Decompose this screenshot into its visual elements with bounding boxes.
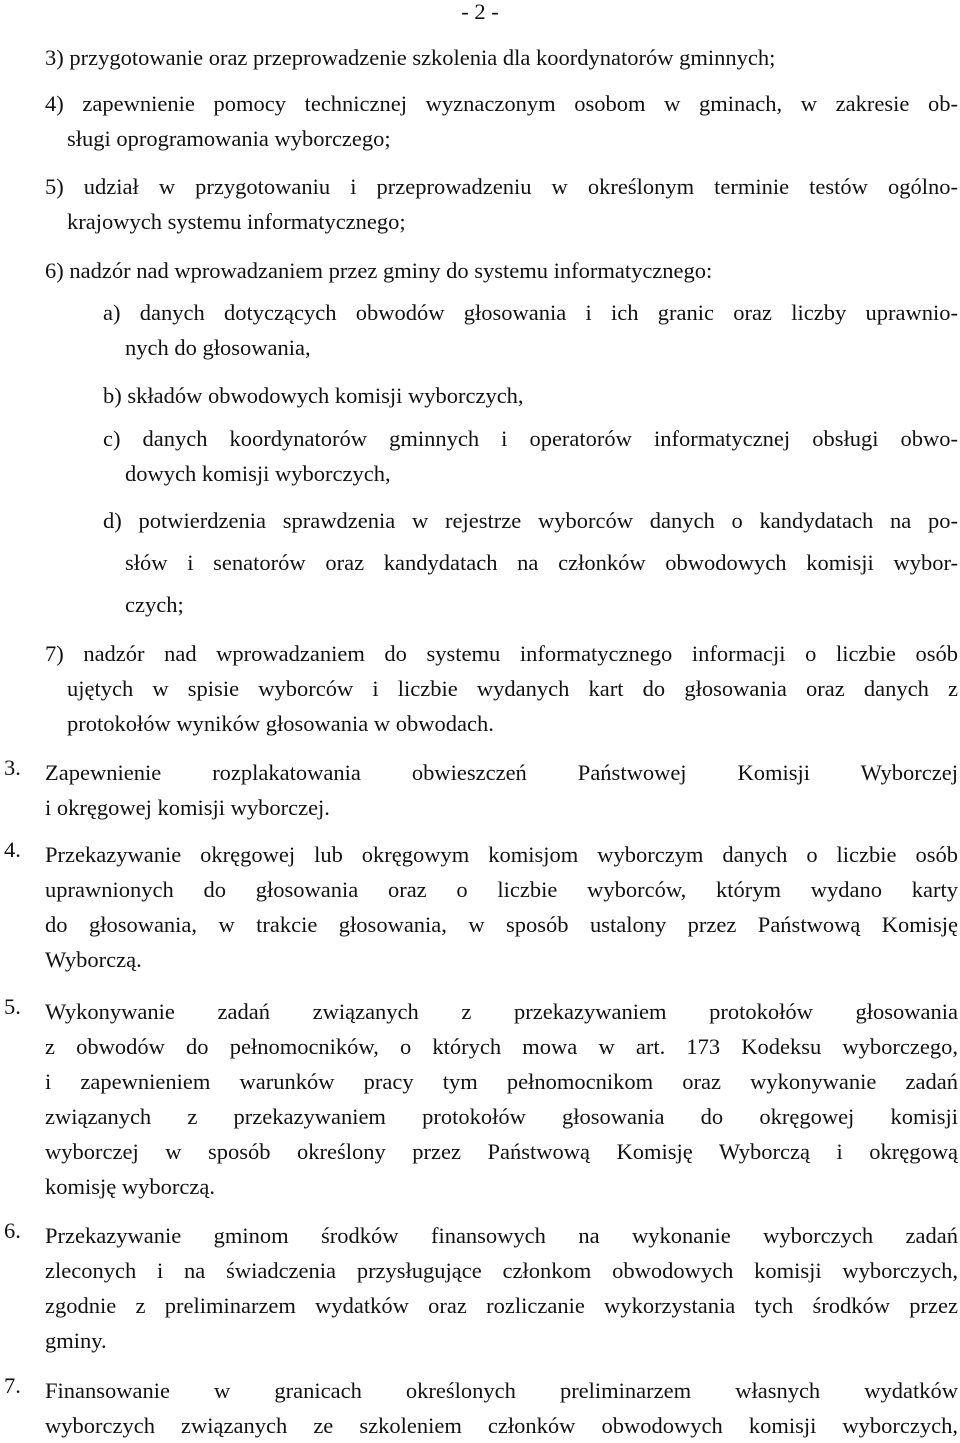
text-line: 5) udział w przygotowaniu i przeprowadzeniu w określonym terminie testów ogólno- [45,174,958,199]
text-line: zleconych i na świadczenia przysługujące członkom obwodowych komisji wyborczych, [45,1258,958,1283]
section-number: 5. [4,994,21,1019]
text-line: protokołów wyników głosowania w obwodach. [67,711,494,736]
text-line: 6) nadzór nad wprowadzaniem przez gminy do systemu informatycznego: [45,258,713,283]
text-line: i okręgowej komisji wyborczej. [45,795,330,820]
text-line: komisję wyborczą. [45,1174,215,1199]
text-line: ujętych w spisie wyborców i liczbie wydanych kart do głosowania oraz danych z [67,676,958,701]
sub-item-d [103,503,958,538]
text-line: dowych komisji wyborczych, [125,461,391,486]
list-item-5 [45,169,958,239]
text-line: 3) przygotowanie oraz przeprowadzenie szkolenia dla koordynatorów gminnych; [45,45,776,70]
text-line: nych do głosowania, [125,335,311,360]
text-line: d) potwierdzenia sprawdzenia w rejestrze wyborców danych o kandydatach na po- [103,508,958,533]
sub-item-d-continued [125,545,958,580]
text-line: Wyborczą. [45,947,142,972]
text-line: wyborczej w sposób określony przez Państwową Komisję Wyborczą i okręgową [45,1139,958,1164]
sub-item-b [103,378,958,413]
text-line: sługi oprogramowania wyborczego; [67,126,391,151]
section-number: 3. [4,755,21,780]
text-line: zgodnie z preliminarzem wydatków oraz rozliczanie wykorzystania tych środków przez [45,1293,958,1318]
list-item-6 [45,253,958,288]
text-line: słów i senatorów oraz kandydatach na członków obwodowych komisji wybor- [125,550,958,575]
text-line: czych; [125,592,184,617]
sub-item-a [103,295,958,365]
text-line: c) danych koordynatorów gminnych i operatorów informatycznej obsługi obwo- [103,426,958,451]
text-line: 7) nadzór nad wprowadzaniem do systemu informatycznego informacji o liczbie osób [45,641,958,666]
text-line: wyborczych związanych ze szkoleniem członków obwodowych komisji wyborczych, [45,1413,958,1438]
text-line: związanych z przekazywaniem protokołów głosowania do okręgowej komisji [45,1104,958,1129]
section-7 [4,1373,958,1443]
list-item-7 [45,636,958,741]
list-item-3 [45,40,958,75]
text-line: b) składów obwodowych komisji wyborczych, [103,383,524,408]
text-line: uprawnionych do głosowania oraz o liczbie wyborców, którym wydano karty [45,877,958,902]
text-line: 4) zapewnienie pomocy technicznej wyznaczonym osobom w gminach, w zakresie ob- [45,91,958,116]
text-line: gminy. [45,1328,107,1353]
sub-item-d-end [125,587,958,622]
sub-item-c [103,421,958,491]
section-4 [4,837,958,977]
section-number: 7. [4,1373,21,1398]
text-line: Zapewnienie rozplakatowania obwieszczeń Państwowej Komisji Wyborczej [45,760,958,785]
page-number: - 2 - [461,0,499,24]
section-number: 4. [4,837,21,862]
text-line: i zapewnieniem warunków pracy tym pełnomocnikom oraz wykonywanie zadań [45,1069,958,1094]
section-5 [4,994,958,1204]
list-item-4 [45,86,958,156]
text-line: Przekazywanie okręgowej lub okręgowym komisjom wyborczym danych o liczbie osób [45,842,958,867]
text-line: krajowych systemu informatycznego; [67,209,406,234]
section-6 [4,1218,958,1358]
section-3 [4,755,958,825]
text-line: Wykonywanie zadań związanych z przekazywaniem protokołów głosowania [45,999,958,1024]
text-line: Przekazywanie gminom środków finansowych na wykonanie wyborczych zadań [45,1223,958,1248]
text-line: z obwodów do pełnomocników, o których mowa w art. 173 Kodeksu wyborczego, [45,1034,958,1059]
text-line: do głosowania, w trakcie głosowania, w sposób ustalony przez Państwową Komisję [45,912,958,937]
section-number: 6. [4,1218,21,1243]
text-line: Finansowanie w granicach określonych preliminarzem własnych wydatków [45,1378,958,1403]
text-line: a) danych dotyczących obwodów głosowania i ich granic oraz liczby uprawnio- [103,300,958,325]
